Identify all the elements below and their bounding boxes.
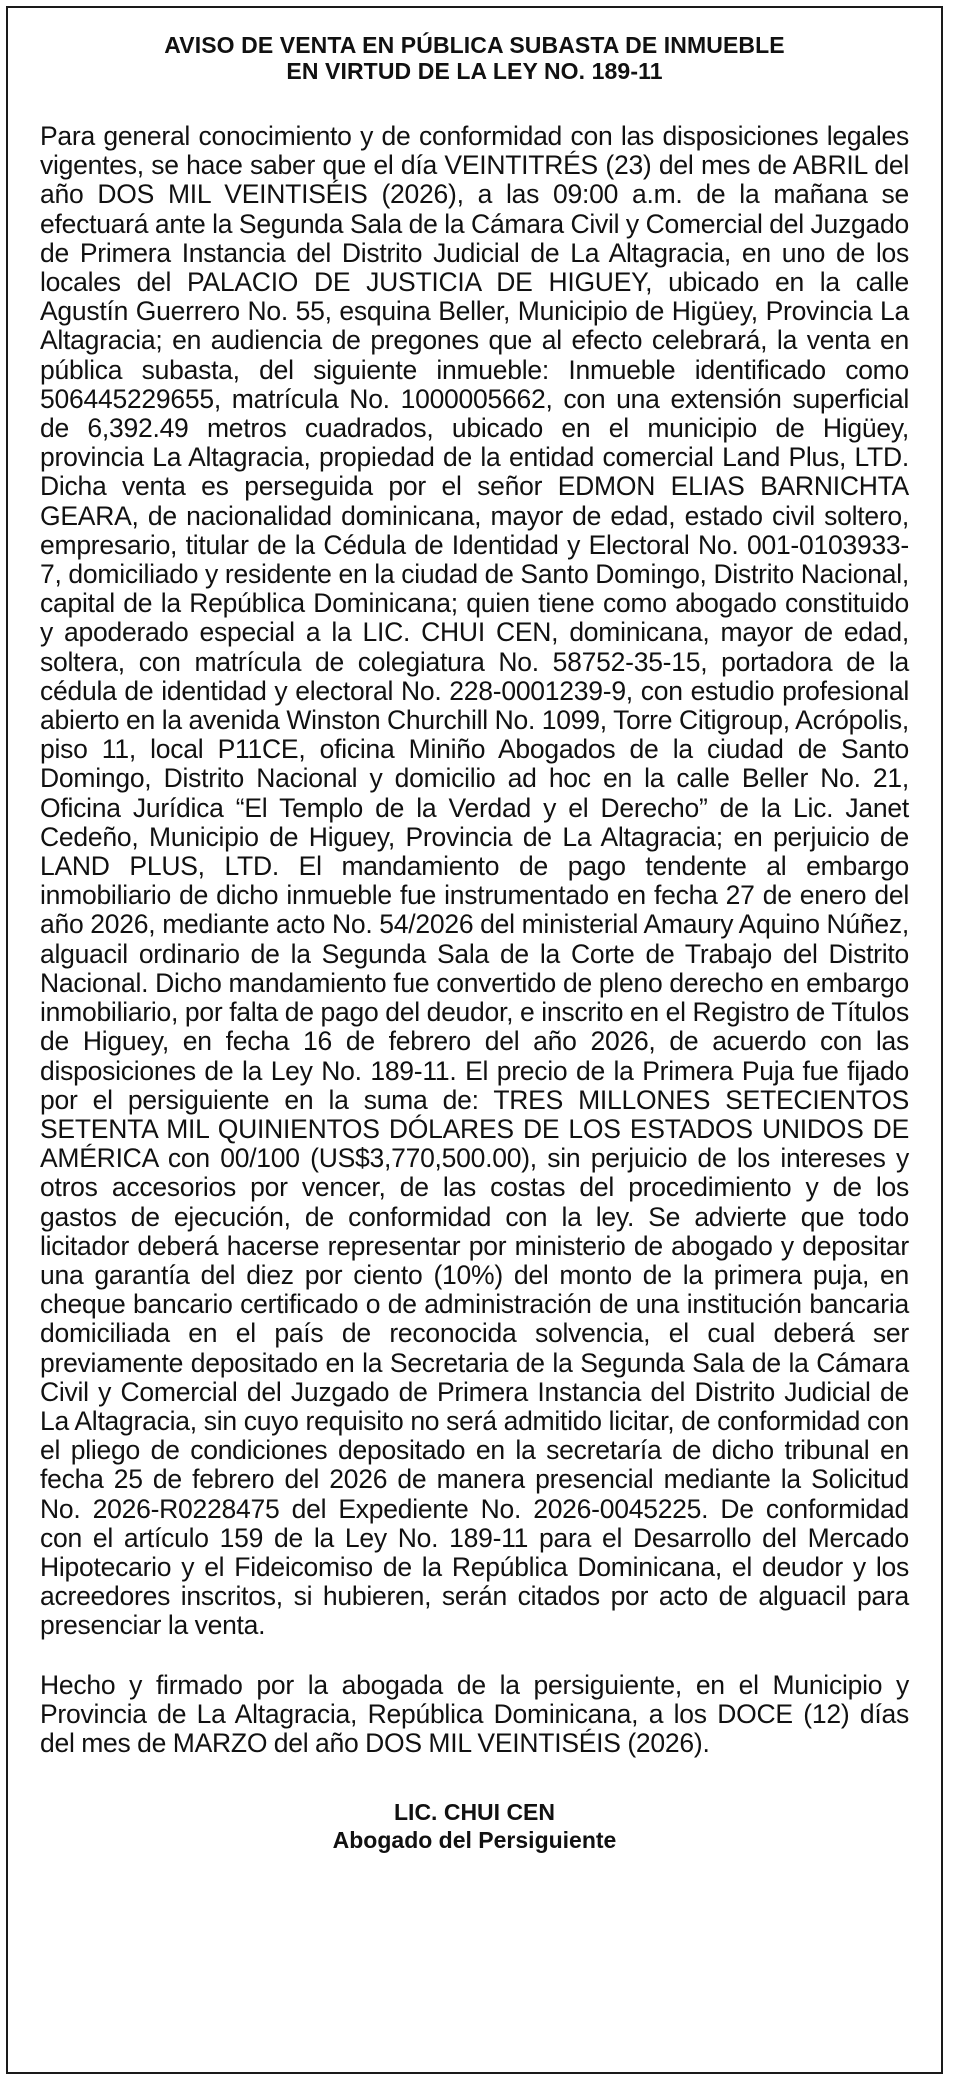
notice-title — [40, 32, 909, 84]
signer-role: Abogado del Persiguiente — [332, 1827, 617, 1854]
legal-notice — [6, 6, 943, 2074]
notice-closing: Hecho y firmado por la abogada de la persiguiente, en el Municipio y Provincia de La Altagracia, República Dominicana, a los DOCE (12) días del mes de MARZO del año DOS MIL VEINTISÉIS (2026). — [40, 1669, 909, 1758]
signer-name: LIC. CHUI CEN — [394, 1799, 555, 1826]
notice-body: Para general conocimiento y de conformidad con las disposiciones legales vigentes, se hace saber que el día VEINTITRÉS (23) del mes de ABRIL del año DOS MIL VEINTISÉIS (2026), a las 09:00 a.m. de la mañana se efectuará ante la Segunda Sala de la Cámara Civil y Comercial del Juzgado de Primera Instancia del Distrito Judicial de La Altagracia, en uno de los locales del PALACIO DE JUSTICIA DE HIGUEY, ubicado en la calle Agustín Guerrero No. 55, esquina Beller, Municipio de Higüey, Provincia La Altagracia; en audiencia de pregones que al efecto celebrará, la venta en pública subasta, del siguiente inmueble: Inmueble identificado como 506445229655, matrícula No. 1000005662, con una extensión superficial de 6,392.49 metros cuadrados, ubicado en el municipio de Higüey, provincia La Altagracia, propiedad de la entidad comercial Land Plus, LTD. Dicha venta es perseguida por el señor EDMON ELIAS BARNICHTA GEARA, de nacionalidad dominicana, mayor de edad, estado civil soltero, empresario, titular de la Cédula de Identidad y Electoral No. 001-0103933-7, domiciliado y residente en la ciudad de Santo Domingo, Distrito Nacional, capital de la República Dominicana; quien tiene como abogado constituido y apoderado especial a la LIC. CHUI CEN, dominicana, mayor de edad, soltera, con matrícula de colegiatura No. 58752-35-15, portadora de la cédula de identidad y electoral No. 228-0001239-9, con estudio profesional abierto en la avenida Winston Churchill No. 1099, Torre Citigroup, Acrópolis, piso 11, local P11CE, oficina Miniño Abogados de la ciudad de Santo Domingo, Distrito Nacional y domicilio ad hoc en la calle Beller No. 21, Oficina Jurídica “El Templo de la Verdad y el Derecho” de la Lic. Janet Cedeño, Municipio de Higuey, Provincia de La Altagracia; en perjuicio de LAND PLUS, LTD. El mandamiento de pago tendente al embargo inmobiliario de dicho inmueble fue instrumentado en fecha 27 de enero del año 2026, mediante acto No. 54/2026 del ministerial Amaury Aquino Núñez, alguacil ordinario de la Segunda Sala de la Corte de Trabajo del Distrito Nacional. Dicho mandamiento fue convertido de pleno derecho en embargo inmobiliario, por falta de pago del deudor, e inscrito en el Registro de Títulos de Higuey, en fecha 16 de febrero del año 2026, de acuerdo con las disposiciones de la Ley No. 189-11. El precio de la Primera Puja fue fijado por el persiguiente en la suma de: TRES MILLONES SETECIENTOS SETENTA MIL QUINIENTOS DÓLARES DE LOS ESTADOS UNIDOS DE AMÉRICA con 00/100 (US$3,770,500.00), sin perjuicio de los intereses y otros accesorios por vencer, de las costas del procedimiento y de los gastos de ejecución, de conformidad con la ley. Se advierte que todo licitador deberá hacerse representar por ministerio de abogado y depositar una garantía del diez por ciento (10%) del monto de la primera puja, en cheque bancario certificado o de administración de una institución bancaria domiciliada en el país de reconocida solvencia, el cual deberá ser previamente depositado en la Secretaria de la Segunda Sala de la Cámara Civil y Comercial del Juzgado de Primera Instancia del Distrito Judicial de La Altagracia, sin cuyo requisito no será admitido licitar, de conformidad con el pliego de condiciones depositado en la secretaría de dicho tribunal en fecha 25 de febrero del 2026 de manera presencial mediante la Solicitud No. 2026-R0228475 del Expediente No. 2026-0045225. De conformidad con el artículo 159 de la Ley No. 189-11 para el Desarrollo del Mercado Hipotecario y el Fideicomiso de la República Dominicana, el deudor y los acreedores inscritos, si hubieren, serán citados por acto de alguacil para presenciar la venta. — [40, 121, 909, 1641]
notice-title-line-2: EN VIRTUD DE LA LEY NO. 189-11 — [286, 58, 663, 84]
signature-block — [40, 1798, 909, 1854]
notice-title-line-1: AVISO DE VENTA EN PÚBLICA SUBASTA DE INMUEBLE — [164, 32, 785, 58]
